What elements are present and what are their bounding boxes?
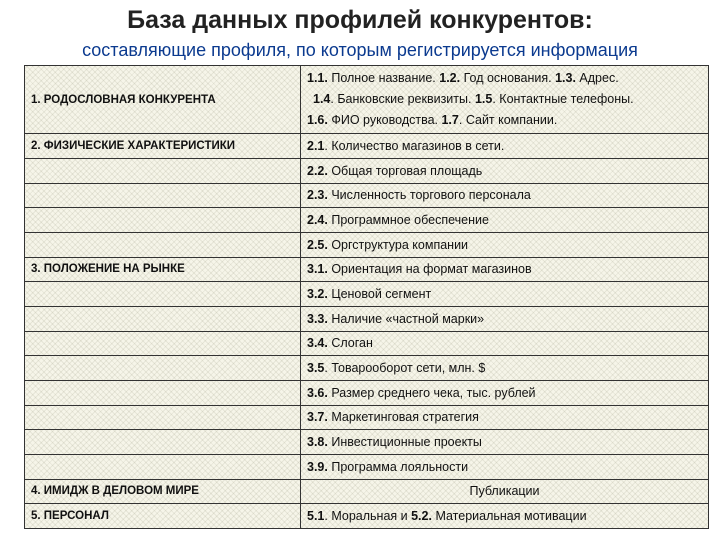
item-cell [301,134,709,159]
table-row [25,232,709,257]
item-number: 1.2. [439,71,461,86]
item-cell [301,158,709,183]
item-cell [301,405,709,430]
page-subtitle: составляющие профиля, по которым регистрируется информация [82,40,638,60]
item-number: 2.3. [307,188,328,203]
empty-cell [25,380,301,405]
empty-cell [25,331,301,356]
empty-cell [25,232,301,257]
item-number: 3.9. [307,459,328,474]
item-number: 1.6. [307,113,328,128]
item-text: ФИО руководства. [327,113,442,128]
item-number: 2.5. [307,237,328,252]
item-text: Оргструктура компании [327,237,469,252]
category-cell: 3. ПОЛОЖЕНИЕ НА РЫНКЕ [25,257,301,282]
category-cell: 5. ПЕРСОНАЛ [25,504,301,529]
item-cell [301,183,709,208]
table-row [25,331,709,356]
item-text: Маркетинговая стратегия [327,410,479,425]
item-text: Год основания. [460,71,556,86]
item-text: Размер среднего чека, тыс. рублей [327,385,536,400]
item-cell [301,504,709,529]
table-row [25,257,709,282]
item-cell [301,380,709,405]
table-row [25,479,709,504]
item-number: 1.3. [555,71,576,86]
table-row [25,430,709,455]
item-text: . Банковские реквизиты. [330,92,475,107]
item-number: 3.6. [307,385,328,400]
item-number: 1.1. [307,71,328,86]
empty-cell [25,405,301,430]
table-row [25,183,709,208]
item-line [307,110,702,131]
item-number: 3.5 [307,361,325,376]
item-number: 3.1. [307,262,328,277]
item-text: Общая торговая площадь [327,163,483,178]
table-row [25,306,709,331]
empty-cell [25,158,301,183]
item-text: Численность торгового персонала [327,188,531,203]
item-text: Ориентация на формат магазинов [327,262,532,277]
profile-table [24,65,709,529]
item-cell [301,331,709,356]
table-row [25,208,709,233]
item-cell [301,356,709,381]
category-cell: 2. ФИЗИЧЕСКИЕ ХАРАКТЕРИСТИКИ [25,134,301,159]
item-line [307,68,702,89]
item-cell [301,282,709,307]
page-title: База данных профилей конкурентов: [127,6,593,34]
item-number: 5.1 [307,509,325,524]
table-row [25,158,709,183]
item-text: Наличие «частной марки» [327,311,485,326]
item-number: 1.7 [441,113,459,128]
item-cell: Публикации [301,479,709,504]
empty-cell [25,208,301,233]
item-text: Полное название. [327,71,440,86]
table-row [25,356,709,381]
table-row [25,134,709,159]
item-number: 5.2. [411,509,432,524]
empty-cell [25,183,301,208]
item-text: Программное обеспечение [327,213,489,228]
table-row [25,454,709,479]
item-number: 3.7. [307,410,328,425]
item-number: 3.2. [307,287,328,302]
item-cell [301,232,709,257]
item-text: . Контактные телефоны. [492,92,634,107]
empty-cell [25,356,301,381]
empty-cell [25,282,301,307]
item-cell [301,208,709,233]
item-cell [301,454,709,479]
empty-cell [25,306,301,331]
item-number: 1.4 [313,92,331,107]
item-cell [301,257,709,282]
item-number: 2.2. [307,163,328,178]
item-text: . Сайт компании. [458,113,558,128]
item-number: 2.4. [307,213,328,228]
item-line [307,89,702,110]
item-text: Адрес. [575,71,619,86]
category-cell: 4. ИМИДЖ В ДЕЛОВОМ МИРЕ [25,479,301,504]
empty-cell [25,430,301,455]
table-row [25,66,709,134]
category-cell: 1. РОДОСЛОВНАЯ КОНКУРЕНТА [25,66,301,134]
item-text: . Количество магазинов в сети. [324,139,505,154]
table-row [25,282,709,307]
table-row [25,504,709,529]
item-text: Программа лояльности [327,459,469,474]
table-row [25,380,709,405]
item-text: . Товарооборот сети, млн. $ [324,361,486,376]
table-row [25,405,709,430]
item-text: Инвестиционные проекты [327,435,482,450]
item-number: 3.3. [307,311,328,326]
item-text: . Моральная и [324,509,412,524]
item-text: Материальная мотивации [431,509,587,524]
item-number: 1.5 [474,92,493,107]
item-number: 2.1 [307,139,325,154]
item-number: 3.4. [307,336,328,351]
item-text: Слоган [327,336,373,351]
item-cell [301,306,709,331]
item-cell [301,66,709,134]
item-text: Ценовой сегмент [327,287,432,302]
empty-cell [25,454,301,479]
item-cell [301,430,709,455]
item-number: 3.8. [307,435,328,450]
